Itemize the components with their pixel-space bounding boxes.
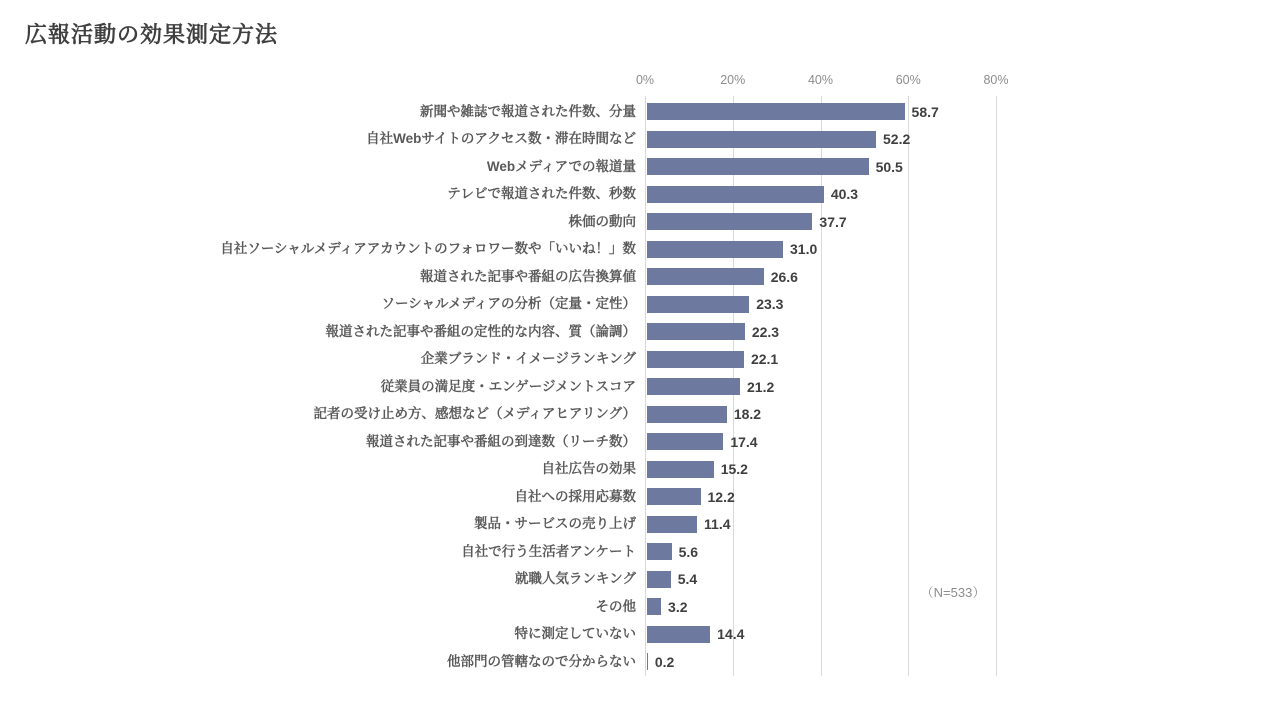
- category-label: ソーシャルメディアの分析（定量・定性）: [381, 296, 636, 312]
- bar: [647, 516, 697, 533]
- category-label: 企業ブランド・イメージランキング: [420, 351, 636, 367]
- bar: [647, 323, 745, 340]
- category-label: 報道された記事や番組の定性的な内容、質（論調）: [325, 323, 636, 339]
- category-label: 自社で行う生活者アンケート: [461, 543, 636, 559]
- category-label: 従業員の満足度・エンゲージメントスコア: [380, 378, 636, 394]
- bar: [647, 213, 812, 230]
- value-label: 22.1: [750, 351, 779, 368]
- category-label: Webメディアでの報道量: [486, 158, 636, 174]
- value-label: 31.0: [790, 241, 818, 258]
- x-axis-tick-label: 60%: [895, 73, 921, 87]
- gridline-40%: [821, 96, 822, 676]
- value-label: 21.2: [747, 378, 775, 395]
- value-label: 15.2: [720, 461, 748, 478]
- value-label: 12.2: [707, 488, 735, 505]
- bar: [647, 488, 701, 505]
- x-axis-tick-label: 0%: [635, 73, 655, 87]
- category-label: 自社Webサイトのアクセス数・滞在時間など: [366, 131, 636, 147]
- category-label: 就職人気ランキング: [514, 571, 636, 587]
- bar: [647, 461, 714, 478]
- value-label: 23.3: [756, 296, 784, 313]
- bar: [647, 653, 648, 670]
- value-label: 58.7: [911, 103, 939, 120]
- category-label: 新聞や雑誌で報道された件数、分量: [420, 103, 636, 119]
- value-label: 50.5: [875, 158, 903, 175]
- bar: [647, 433, 723, 450]
- category-label: 記者の受け止め方、感想など（メディアヒアリング）: [313, 406, 636, 422]
- bar: [647, 598, 661, 615]
- bar: [647, 158, 869, 175]
- value-label: 5.4: [677, 571, 698, 588]
- bar: [647, 268, 764, 285]
- value-label: 0.2: [654, 653, 675, 670]
- value-label: 37.7: [819, 213, 847, 230]
- category-label: 株価の動向: [568, 213, 636, 229]
- value-label: 5.6: [678, 543, 699, 560]
- x-axis-tick-label: 20%: [720, 73, 746, 87]
- category-label: 自社への採用応募数: [514, 488, 636, 504]
- value-label: 3.2: [668, 598, 688, 615]
- value-label: 22.3: [751, 323, 780, 340]
- page-title: 広報活動の効果測定方法: [25, 22, 279, 47]
- category-label: 自社広告の効果: [541, 461, 636, 477]
- value-label: 17.4: [730, 433, 758, 450]
- bar: [647, 378, 740, 395]
- x-axis-tick-label: 80%: [983, 73, 1009, 87]
- value-label: 26.6: [770, 268, 798, 285]
- sample-size-note: （N=533）: [920, 585, 986, 600]
- category-label: 他部門の管轄なので分からない: [447, 653, 636, 669]
- category-label: その他: [595, 598, 636, 614]
- bar: [647, 406, 727, 423]
- bar: [647, 543, 672, 560]
- category-label: 報道された記事や番組の広告換算値: [420, 268, 636, 284]
- category-label: 製品・サービスの売り上げ: [474, 516, 636, 532]
- category-label: 報道された記事や番組の到達数（リーチ数）: [366, 433, 636, 449]
- gridline-0%: [645, 96, 646, 676]
- bar: [647, 351, 744, 368]
- category-label: 自社ソーシャルメディアアカウントのフォロワー数や「いいね！」数: [220, 241, 636, 257]
- value-label: 14.4: [717, 626, 745, 643]
- bar: [647, 571, 671, 588]
- bar: [647, 131, 876, 148]
- bar: [647, 626, 710, 643]
- value-label: 18.2: [733, 406, 762, 423]
- value-label: 52.2: [883, 131, 911, 148]
- x-axis-tick-label: 40%: [807, 73, 834, 87]
- bar: [647, 296, 749, 313]
- bar: [647, 186, 824, 203]
- bar: [647, 103, 905, 120]
- category-label: テレビで報道された件数、秒数: [447, 186, 636, 202]
- category-label: 特に測定していない: [514, 626, 636, 642]
- bar: [647, 241, 783, 258]
- value-label: 40.3: [830, 186, 859, 203]
- value-label: 11.4: [704, 516, 731, 533]
